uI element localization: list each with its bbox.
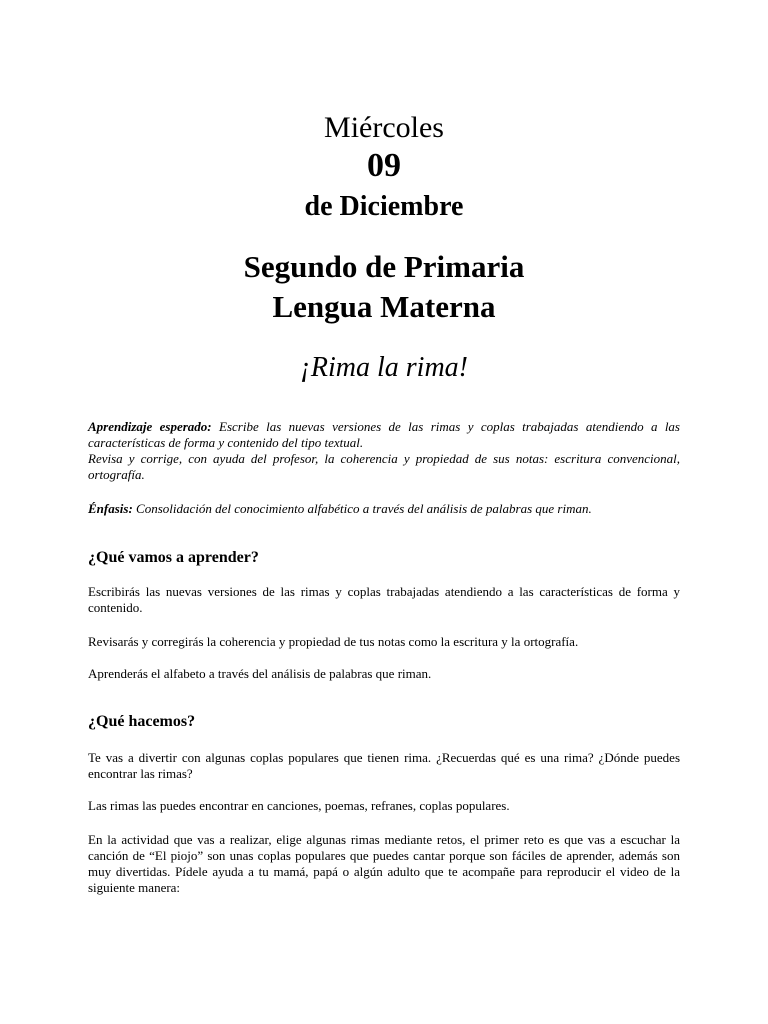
learn-paragraph-1 xyxy=(88,584,680,616)
emphasis-label: Énfasis: xyxy=(88,501,133,516)
day-number: 09 xyxy=(367,147,401,184)
do-p1-text: Te vas a divertir con algunas coplas populares que tienen rima. ¿Recuerdas qué es una rima? ¿Dónde puedes encontrar las rimas? xyxy=(88,750,680,781)
learn-p3-text: Aprenderás el alfabeto a través del análisis de palabras que riman. xyxy=(88,666,432,681)
emphasis-text: Consolidación del conocimiento alfabético a través del análisis de palabras que riman. xyxy=(136,501,592,516)
learning-goal xyxy=(88,419,680,483)
month: de Diciembre xyxy=(304,191,464,222)
heading-what-do: ¿Qué hacemos? xyxy=(88,713,196,730)
learning-goal-label: Aprendizaje esperado: xyxy=(88,419,212,434)
learning-goal-text-1: Escribe las nuevas versiones de las rimas y coplas trabajadas atendiendo a las características de forma y contenido del tipo textual. xyxy=(88,419,680,450)
do-p3-text: En la actividad que vas a realizar, elige algunas rimas mediante retos, el primer reto es que vas a escuchar la canción de “El piojo” son unas coplas populares que puedes cantar porque son fáciles de aprender, además son muy divertidas. Pídele ayuda a tu mamá, papá o algún adulto que te acompañe para reproducir el video de la siguiente manera: xyxy=(88,832,680,895)
do-paragraph-2 xyxy=(88,798,680,814)
do-paragraph-1 xyxy=(88,750,680,782)
learning-goal-text-2: Revisa y corrige, con ayuda del profesor, la coherencia y propiedad de sus notas: escritura convencional, ortografía. xyxy=(88,451,680,482)
do-paragraph-3 xyxy=(88,832,680,896)
learn-p2-text: Revisarás y corregirás la coherencia y propiedad de tus notas como la escritura y la ortografía. xyxy=(88,634,579,649)
learn-p1-text: Escribirás las nuevas versiones de las rimas y coplas trabajadas atendiendo a las características de forma y contenido. xyxy=(88,584,680,615)
emphasis xyxy=(88,501,680,517)
learn-paragraph-2 xyxy=(88,634,680,650)
heading-what-learn: ¿Qué vamos a aprender? xyxy=(88,549,259,566)
subject-title: Lengua Materna xyxy=(272,289,496,324)
day-name: Miércoles xyxy=(324,111,444,144)
do-p2-text: Las rimas las puedes encontrar en canciones, poemas, refranes, coplas populares. xyxy=(88,798,510,813)
learn-paragraph-3 xyxy=(88,666,680,682)
grade-title: Segundo de Primaria xyxy=(243,249,525,284)
lesson-theme: ¡Rima la rima! xyxy=(300,352,468,383)
